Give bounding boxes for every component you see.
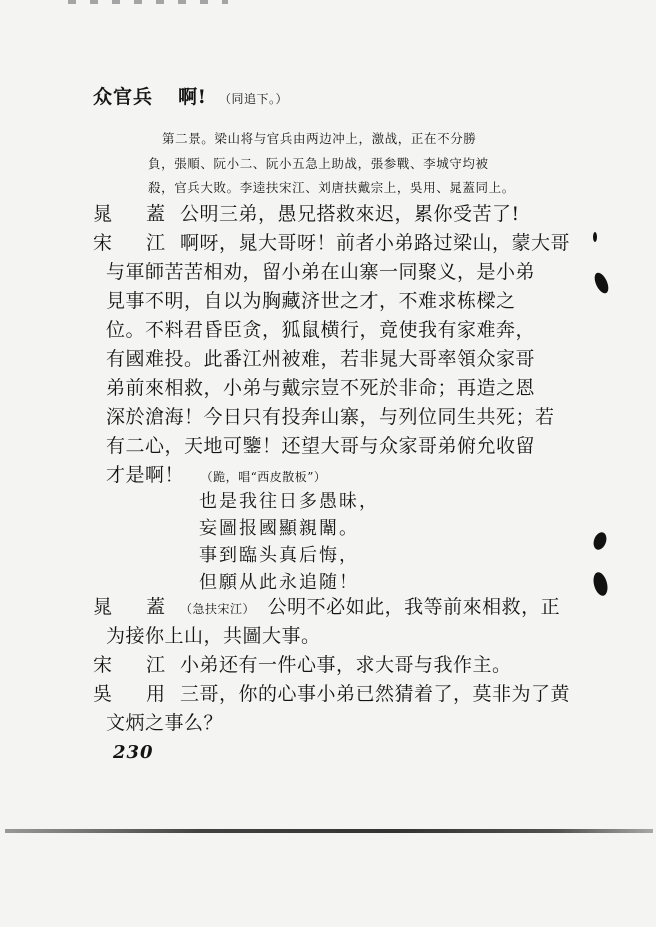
verse-line-4: 但願从此永追随！ bbox=[199, 572, 359, 593]
speaker-song-jiang: 宋 江 bbox=[93, 654, 180, 676]
dialogue-line: 小弟还有一件心事，求大哥与我作主。 bbox=[180, 654, 512, 676]
header-line bbox=[93, 86, 288, 110]
ink-blot bbox=[593, 232, 597, 242]
dialogue-line: 与軍師苦苦相劝，留小弟在山寨一同聚义，是小弟 bbox=[106, 261, 536, 283]
dialogue-text: 才是啊！ bbox=[106, 464, 185, 486]
header-text: 啊! bbox=[178, 86, 207, 108]
stage-direction-line-1: 第二景。梁山将与官兵由两边冲上，激战，正在不分勝 bbox=[162, 131, 477, 146]
speaker-chao-gai: 晁 蓋 bbox=[93, 203, 180, 225]
header-direction: （同追下。） bbox=[219, 92, 289, 106]
dialogue-line: 有國难投。此番江州被难，若非晁大哥率領众家哥 bbox=[106, 348, 536, 370]
header-speaker: 众官兵 bbox=[93, 86, 154, 108]
speaker-wu-yong: 吳 用 bbox=[93, 683, 180, 705]
dialogue-line: 弟前來相救，小弟与戴宗豈不死於非命；再造之恩 bbox=[106, 377, 536, 399]
dialogue-line: 位。不料君昏臣贪，狐鼠横行，竟使我有家难奔， bbox=[106, 319, 536, 341]
dialogue-line: 三哥，你的心事小弟已然猜着了，莫非为了黄 bbox=[180, 683, 571, 705]
dialogue-line-with-aside bbox=[106, 464, 326, 488]
dialogue-line-with-aside bbox=[180, 596, 560, 620]
dialogue-line: 深於滄海！今日只有投奔山寨，与列位同生共死；若 bbox=[106, 406, 555, 428]
verse-line-2: 妄圖报國顯親闈。 bbox=[199, 518, 359, 539]
verse-line-1: 也是我往日多愚昧， bbox=[199, 491, 379, 512]
dialogue-line: 公明三弟，愚兄搭救來迟，累你受苦了! bbox=[180, 203, 520, 225]
dialogue-text: 公明不必如此，我等前來相救，正 bbox=[267, 596, 561, 618]
scan-artifact-top bbox=[68, 0, 228, 4]
bottom-rule bbox=[5, 829, 653, 833]
ink-blot bbox=[591, 571, 610, 598]
aside-direction: （跪，唱“西皮散板”） bbox=[200, 470, 327, 484]
dialogue-line: 有二心，天地可鑒！还望大哥与众家哥弟俯允收留 bbox=[106, 435, 536, 457]
dialogue-line: 啊呀，晁大哥呀！前者小弟路过梁山，蒙大哥 bbox=[180, 232, 571, 254]
ink-blot bbox=[592, 271, 611, 296]
dialogue-line: 为接你上山，共圖大事。 bbox=[106, 625, 321, 647]
ink-blot bbox=[591, 530, 608, 551]
dialogue-line: 見事不明，自以为胸藏济世之才，不难求栋樑之 bbox=[106, 290, 516, 312]
verse-line-3: 事到臨头真后悔， bbox=[199, 545, 359, 566]
speaker-song-jiang: 宋 江 bbox=[93, 232, 180, 254]
speaker-chao-gai: 晁 蓋 bbox=[93, 596, 180, 618]
stage-direction-line-2: 負，張順、阮小二、阮小五急上助战，張参戰、李城守均被 bbox=[148, 156, 489, 171]
aside-direction: （急扶宋江） bbox=[180, 602, 256, 616]
dialogue-line: 文炳之事么？ bbox=[106, 712, 224, 734]
page-number: 230 bbox=[113, 742, 154, 763]
stage-direction-line-3: 殺，官兵大敗。李逵扶宋江、刘唐扶戴宗上，吳用、晁蓋同上。 bbox=[148, 180, 515, 195]
